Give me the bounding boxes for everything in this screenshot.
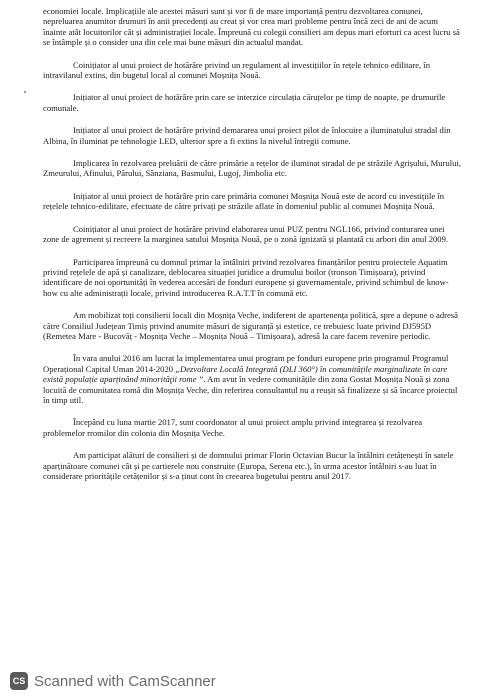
funding-program-title: „Dezvoltare Locală Integrată (DLI 360°) în comunitățile marginalizate în care există populație aparținând minorităţii rome ” (43, 363, 448, 385)
paragraph-iluminat: Implicarea în rezolvarea preluării de către primărie a rețelor de iluminat stradal de pe străzile Agrișului, Murului, Zmeurului, Afinului, Părului, Sânziana, Basmului, Lugoj, Jimbolia etc. (43, 158, 461, 179)
paragraph-dj595d: Am mobilizat toți consilierii locali din Moșnița Veche, indiferent de apartenența politică, spre a depune o adresă către Consiliul Județean Timiș privind anumite măsuri de siguranță și estetice, ce trebuiesc luate privind DJ595D (Remetea Mare - Bucovăț - Moșnița Veche – Moșnița Nouă – Timișoara), adresă la care facem revenire periodic. (43, 310, 459, 341)
paragraph-led: Inițiator al unui proiect de hotărâre privind demararea unui proiect pilot de înlocuire a iluminatului stradal din Albina, în iluminat pe tehnologie LED, ulterior spre a fi extins la nivelul întregii comune. (43, 125, 451, 146)
camscanner-logo-icon: CS (10, 672, 28, 690)
paragraph-intalniri: Am participat alături de consilieri și de domnului primar Florin Octavian Bucur la întâlniri cetățenești în satele aparținătoare comunei cât și pe cartierele nou construite (Europa, Serena etc.), în urma acestor întâlniri s-au luat în considerare prioritățile cetățenilor și s-a ținut cont în creearea bugetului pentru anul 2017. (43, 450, 454, 481)
document-body (43, 6, 461, 489)
camscanner-footer (0, 662, 495, 700)
paragraph-fonduri-europene (43, 353, 461, 405)
funding-text-2: . Am avut în vedere comunitățile din zona Gostat Moșnița Nouă și zona locuită de comunitatea romă din Moșnița Veche, din referirea consultantul nu a reușit să finalizeze și să încarce proiectul în timp util. (43, 374, 458, 405)
camscanner-watermark: Scanned with CamScanner (34, 672, 216, 690)
paragraph-intro: economiei locale. Implicațiile ale acestei măsuri sunt și vor fi de mare importanță pentru dezvoltarea comunei, nepreluarea anumitor drumuri în anii precedenți au creat și vor crea mari probleme pentru încă zeci de ani de acum înainte atât locuitorilor cât și administrației locale. Împreună cu colegii consilieri am depus mari eforturi ca acest lucru să se întâmple și o consider una din cele mai bune măsuri din actualul mandat. (43, 6, 460, 48)
paragraph-regulament: Coinițiator al unui proiect de hotărâre privind un regulament al investițiilor în rețele tehnico edilitare, în intravilanul extins, din bugetul local al comunei Moșnița Nouă. (43, 59, 431, 81)
paragraph-finantari: Participarea împreună cu domnul primar la întâlniri privind rezolvarea finanțărilor pentru proiectele Aquatim privind rețelele de apă și canalizare, deblocarea situației juridice a drumului boilor (tronson Timișoara), privind identificare de noi oportunități în vederea accesări de fonduri europene și guvernamentale, privind schimbul de know-how cu alte administrații locale, privind introducerea R.A.T.T în comună etc. (43, 256, 449, 298)
scan-speck (24, 91, 26, 93)
paragraph-rromi: Începând cu luna martie 2017, sunt coordonator al unui proiect amplu privind integrarea și rezolvarea problemelor rromilor din colonia din Moșnița Veche. (43, 417, 423, 438)
paragraph-investitii: Inițiator al unui proiect de hotărâre prin care primăria comunei Moșnița Nouă este de acord cu investițiile în rețelele tehnico-edilitare, efectuate de către privați pe străzile aflate în domeniul public al comunei Moșnița Nouă. (43, 190, 445, 212)
paragraph-puz: Coinițiator al unui proiect de hotărâre privind elaborarea unui PUZ pentru NGL166, privind conturarea unei zone de agrement și recreere la marginea satului Moșnița Nouă, pe o zonă ignizată și plantată cu arbori din anul 2009. (43, 223, 449, 245)
paragraph-carute: Inițiator al unui proiect de hotărâre prin care se interzice circulația căruțelor pe timp de noapte, pe drumurile comunale. (43, 92, 446, 113)
funding-text-1: În vara anului 2016 am lucrat la implementarea unui program pe fonduri europene prin programul Programul Operațional Capital Uman 2014-2020 (43, 353, 449, 374)
